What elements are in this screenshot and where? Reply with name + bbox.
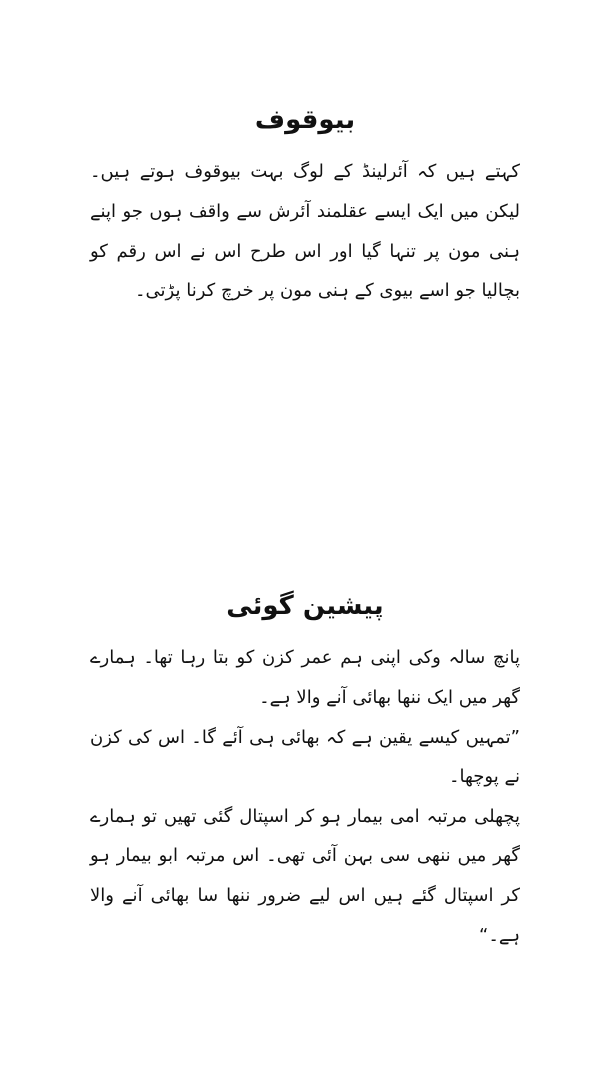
story-paragraph: ”تمہیں کیسے یقین ہے کہ بھائی ہی آئے گا۔ اس کی کزن نے پوچھا۔ <box>90 726 520 788</box>
story-title: بیوقوف <box>254 105 356 135</box>
story-paragraph: پانچ سالہ وکی اپنی ہم عمر کزن کو بتا رہا تھا۔ ہمارے گھر میں ایک ننھا بھائی آنے والا ہے۔ <box>90 647 520 708</box>
story-bewaqoof <box>90 102 520 311</box>
story-peshangoi <box>90 588 520 955</box>
story-paragraph: پچھلی مرتبہ امی بیمار ہو کر اسپتال گئی تھیں تو ہمارے گھر میں ننھی سی بہن آئی تھی۔ اس مرتبہ ابو بیمار ہو کر اسپتال گئے ہیں اس لیے ضرور ننھا سا بھائی آنے والا ہے۔“ <box>90 805 520 946</box>
story-title: پیشین گوئی <box>226 591 384 621</box>
story-paragraph: کہتے ہیں کہ آئرلینڈ کے لوگ بہت بیوقوف ہوتے ہیں۔ لیکن میں ایک ایسے عقلمند آئرش سے واقف ہوں جو اپنے ہنی مون پر تنہا گیا اور اس طرح اس نے اس رقم کو بچالیا جو اسے بیوی کے ہنی مون پر خرچ کرنا پڑتی۔ <box>90 161 520 302</box>
